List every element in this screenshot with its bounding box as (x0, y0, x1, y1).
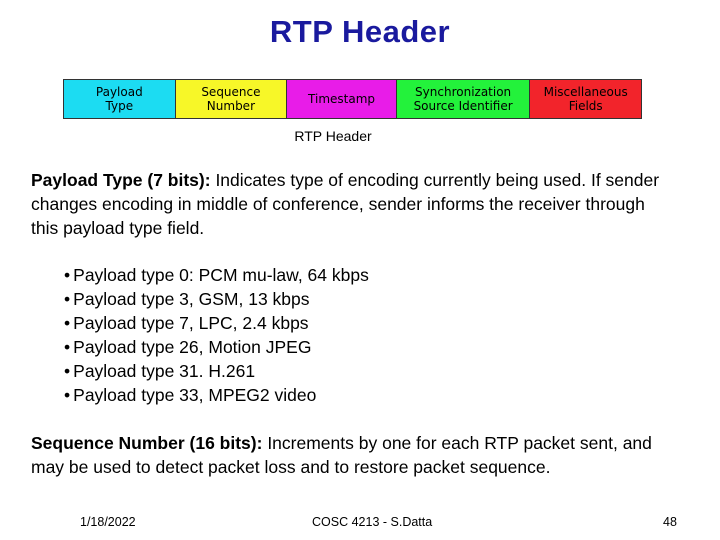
field-label-line2: Number (206, 99, 256, 113)
footer-date: 1/18/2022 (80, 515, 136, 529)
payload-type-paragraph (31, 168, 671, 240)
list-item: • Payload type 3, GSM, 13 kbps (64, 287, 564, 311)
field-label-line1: Payload (95, 85, 143, 99)
sync-source-identifier-field (397, 80, 531, 118)
footer-course: COSC 4213 - S.Datta (312, 515, 433, 529)
page-number: 48 (663, 515, 677, 529)
field-label-line1: Miscellaneous (543, 85, 628, 99)
field-label-line1: Synchronization (415, 85, 512, 99)
slide-title: RTP Header (269, 14, 451, 49)
list-item: • Payload type 31. H.261 (64, 359, 564, 383)
diagram-caption: RTP Header (294, 128, 372, 144)
sequence-number-heading: Sequence Number (16 bits): (31, 433, 263, 453)
list-item: • Payload type 0: PCM mu-law, 64 kbps (64, 263, 564, 287)
payload-type-field (64, 80, 176, 118)
field-label-line1: Timestamp (308, 92, 376, 106)
field-label-line2: Type (105, 99, 134, 113)
sequence-number-paragraph (31, 431, 671, 479)
field-label-line2: Fields (568, 99, 603, 113)
sequence-number-description: Increments by one for each RTP packet sent, and may be used to detect packet loss and to restore packet sequence. (31, 433, 652, 477)
rtp-header-diagram (63, 79, 642, 119)
field-label-line1: Sequence (201, 85, 261, 99)
list-item: • Payload type 7, LPC, 2.4 kbps (64, 311, 564, 335)
list-item: • Payload type 33, MPEG2 video (64, 383, 564, 407)
payload-type-description: Indicates type of encoding currently being used. If sender changes encoding in middle of conference, sender informs the receiver through this payload type field. (31, 170, 660, 238)
miscellaneous-fields-field (530, 80, 641, 118)
list-item: • Payload type 26, Motion JPEG (64, 335, 564, 359)
payload-type-list (64, 263, 564, 407)
field-label-line2: Source Identifier (413, 99, 513, 113)
payload-type-heading: Payload Type (7 bits): (31, 170, 211, 190)
sequence-number-field (176, 80, 288, 118)
timestamp-field (287, 80, 397, 118)
